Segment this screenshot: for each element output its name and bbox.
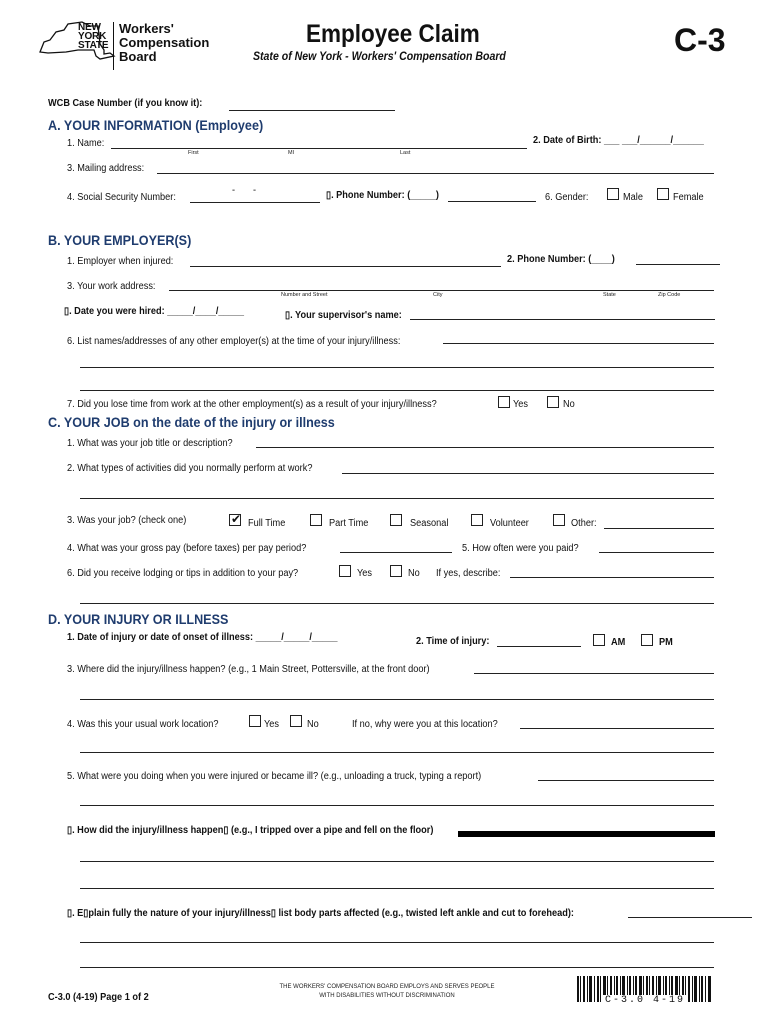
other-employers-field-2[interactable] bbox=[80, 367, 714, 368]
work-address-sub-zip: Zip Code bbox=[658, 292, 681, 298]
name-field[interactable] bbox=[111, 148, 527, 149]
checkmark-icon: ✔ bbox=[230, 512, 242, 526]
explain-field-1[interactable] bbox=[628, 917, 752, 918]
paid-frequency-label: 5. How often were you paid? bbox=[462, 543, 579, 554]
dob-field[interactable]: 2. Date of Birth: ___ ___/______/______ bbox=[533, 135, 704, 146]
job-type-label: 3. Was your job? (check one) bbox=[67, 515, 187, 526]
female-checkbox[interactable] bbox=[657, 188, 669, 200]
usual-no-label: No bbox=[307, 719, 319, 730]
form-title: Employee Claim bbox=[306, 20, 480, 48]
ssn-field[interactable] bbox=[190, 202, 320, 203]
form-subtitle: State of New York - Workers' Compensation Board bbox=[253, 49, 506, 63]
ssn-label: 4. Social Security Number: bbox=[67, 192, 176, 203]
why-location-field-2[interactable] bbox=[80, 752, 714, 753]
name-sub-first: First bbox=[188, 150, 199, 156]
employer-field[interactable] bbox=[190, 266, 501, 267]
how-happened-field-1[interactable] bbox=[80, 861, 714, 862]
case-number-label: WCB Case Number (if you know it): bbox=[48, 98, 203, 109]
barcode bbox=[577, 976, 712, 1010]
pm-label: PM bbox=[659, 637, 673, 648]
female-label: Female bbox=[673, 192, 704, 203]
describe-label: If yes, describe: bbox=[436, 568, 501, 579]
seasonal-checkbox[interactable] bbox=[390, 514, 402, 526]
lodging-label: 6. Did you receive lodging or tips in addition to your pay? bbox=[67, 568, 299, 579]
work-address-sub-state: State bbox=[603, 292, 616, 298]
work-address-label: 3. Your work address: bbox=[67, 281, 156, 292]
part-time-checkbox[interactable] bbox=[310, 514, 322, 526]
why-location-label: If no, why were you at this location? bbox=[352, 719, 498, 730]
form-code: C-3 bbox=[674, 22, 726, 58]
usual-location-label: 4. Was this your usual work location? bbox=[67, 719, 219, 730]
phone-label: ▯. Phone Number: (_____) bbox=[326, 190, 439, 201]
logo-state-line-1: NEW bbox=[78, 22, 101, 33]
other-employers-field-3[interactable] bbox=[80, 390, 714, 391]
gross-pay-label: 4. What was your gross pay (before taxes) per pay period? bbox=[67, 543, 307, 554]
am-label: AM bbox=[611, 637, 626, 648]
section-b-heading: B. YOUR EMPLOYER(S) bbox=[48, 232, 192, 248]
logo-divider bbox=[113, 22, 114, 70]
lodging-yes-label: Yes bbox=[357, 568, 373, 579]
other-field[interactable] bbox=[604, 528, 714, 529]
activities-field-1[interactable] bbox=[342, 473, 714, 474]
name-label: 1. Name: bbox=[67, 138, 105, 149]
gender-label: 6. Gender: bbox=[545, 192, 589, 203]
gross-pay-field[interactable] bbox=[340, 552, 452, 553]
where-field-1[interactable] bbox=[474, 673, 714, 674]
work-address-sub-city: City bbox=[433, 292, 443, 298]
seasonal-label: Seasonal bbox=[410, 518, 449, 529]
lost-time-yes-label: Yes bbox=[513, 399, 529, 410]
lodging-yes-checkbox[interactable] bbox=[339, 565, 351, 577]
doing-label: 5. What were you doing when you were injured or became ill? (e.g., unloading a truck, typing a report) bbox=[67, 771, 482, 782]
injury-date-field[interactable]: 1. Date of injury or date of onset of illness: _____/_____/_____ bbox=[67, 632, 338, 643]
lost-time-yes-checkbox[interactable] bbox=[498, 396, 510, 408]
activities-field-2[interactable] bbox=[80, 498, 714, 499]
section-d-heading: D. YOUR INJURY OR ILLNESS bbox=[48, 611, 229, 627]
describe-field-2[interactable] bbox=[80, 603, 714, 604]
ssn-dashes: - - bbox=[232, 185, 257, 196]
male-checkbox[interactable] bbox=[607, 188, 619, 200]
volunteer-label: Volunteer bbox=[490, 518, 529, 529]
full-time-label: Full Time bbox=[248, 518, 286, 529]
injury-time-field[interactable] bbox=[497, 646, 581, 647]
name-sub-mi: MI bbox=[288, 150, 295, 156]
usual-yes-label: Yes bbox=[264, 719, 280, 730]
usual-no-checkbox[interactable] bbox=[290, 715, 302, 727]
case-number-field[interactable] bbox=[229, 110, 395, 111]
why-location-field-1[interactable] bbox=[520, 728, 714, 729]
logo-board-line-2: Compensation bbox=[119, 35, 210, 50]
work-address-field[interactable] bbox=[169, 290, 714, 291]
volunteer-checkbox[interactable] bbox=[471, 514, 483, 526]
supervisor-field[interactable] bbox=[410, 319, 715, 320]
activities-label: 2. What types of activities did you normally perform at work? bbox=[67, 463, 313, 474]
logo-board-line-1: Workers' bbox=[119, 21, 174, 36]
am-checkbox[interactable] bbox=[593, 634, 605, 646]
job-title-field[interactable] bbox=[256, 447, 714, 448]
explain-label: ▯. E▯plain fully the nature of your injury/illness▯ list body parts affected (e.g., twisted left ankle and cut to forehead): bbox=[67, 908, 574, 919]
other-checkbox[interactable] bbox=[553, 514, 565, 526]
logo-board-line-3: Board bbox=[119, 49, 157, 64]
logo-state-line-2: YORK bbox=[78, 31, 107, 42]
lost-time-label: 7. Did you lose time from work at the other employment(s) as a result of your injury/illness? bbox=[67, 399, 437, 410]
section-a-heading: A. YOUR INFORMATION (Employee) bbox=[48, 117, 264, 133]
explain-field-3[interactable] bbox=[80, 967, 714, 968]
lost-time-no-checkbox[interactable] bbox=[547, 396, 559, 408]
other-employers-field-1[interactable] bbox=[443, 343, 714, 344]
notice-line-1: THE WORKERS' COMPENSATION BOARD EMPLOYS AND SERVES PEOPLE bbox=[279, 984, 495, 990]
doing-field-1[interactable] bbox=[538, 780, 714, 781]
redaction-bar bbox=[458, 831, 715, 837]
barcode-text: C-3.0 4-19 bbox=[605, 995, 686, 1006]
mailing-label: 3. Mailing address: bbox=[67, 163, 145, 174]
employer-phone-field[interactable] bbox=[636, 264, 720, 265]
how-happened-label: ▯. How did the injury/illness happen▯ (e.g., I tripped over a pipe and fell on the floor) bbox=[67, 825, 434, 836]
section-c-heading: C. YOUR JOB on the date of the injury or illness bbox=[48, 414, 335, 430]
name-sub-last: Last bbox=[400, 150, 411, 156]
employer-phone-label: 2. Phone Number: (____) bbox=[507, 254, 615, 265]
job-title-label: 1. What was your job title or description? bbox=[67, 438, 233, 449]
lodging-no-checkbox[interactable] bbox=[390, 565, 402, 577]
part-time-label: Part Time bbox=[329, 518, 369, 529]
paid-frequency-field[interactable] bbox=[599, 552, 714, 553]
other-employers-label: 6. List names/addresses of any other employer(s) at the time of your injury/illness: bbox=[67, 336, 401, 347]
where-field-2[interactable] bbox=[80, 699, 714, 700]
logo-state-line-3: STATE bbox=[78, 40, 109, 51]
phone-field[interactable] bbox=[448, 201, 536, 202]
employer-label: 1. Employer when injured: bbox=[67, 256, 174, 267]
other-label: Other: bbox=[571, 518, 597, 529]
lost-time-no-label: No bbox=[563, 399, 575, 410]
usual-yes-checkbox[interactable] bbox=[249, 715, 261, 727]
where-label: 3. Where did the injury/illness happen? (e.g., 1 Main Street, Pottersville, at the front door) bbox=[67, 664, 430, 675]
injury-time-label: 2. Time of injury: bbox=[416, 636, 490, 647]
describe-field-1[interactable] bbox=[510, 577, 714, 578]
pm-checkbox[interactable] bbox=[641, 634, 653, 646]
mailing-field[interactable] bbox=[157, 173, 714, 174]
explain-field-2[interactable] bbox=[80, 942, 714, 943]
hired-date-field[interactable]: ▯. Date you were hired: _____/____/_____ bbox=[64, 306, 244, 317]
notice-line-2: WITH DISABILITIES WITHOUT DISCRIMINATION bbox=[319, 993, 455, 999]
how-happened-field-2[interactable] bbox=[80, 888, 714, 889]
work-address-sub-street: Number and Street bbox=[281, 292, 328, 298]
supervisor-label: ▯. Your supervisor's name: bbox=[285, 310, 402, 321]
nys-logo bbox=[38, 20, 218, 72]
page-label: C-3.0 (4-19) Page 1 of 2 bbox=[48, 992, 149, 1003]
lodging-no-label: No bbox=[408, 568, 420, 579]
doing-field-2[interactable] bbox=[80, 805, 714, 806]
full-time-checkbox[interactable] bbox=[229, 514, 241, 526]
male-label: Male bbox=[623, 192, 643, 203]
